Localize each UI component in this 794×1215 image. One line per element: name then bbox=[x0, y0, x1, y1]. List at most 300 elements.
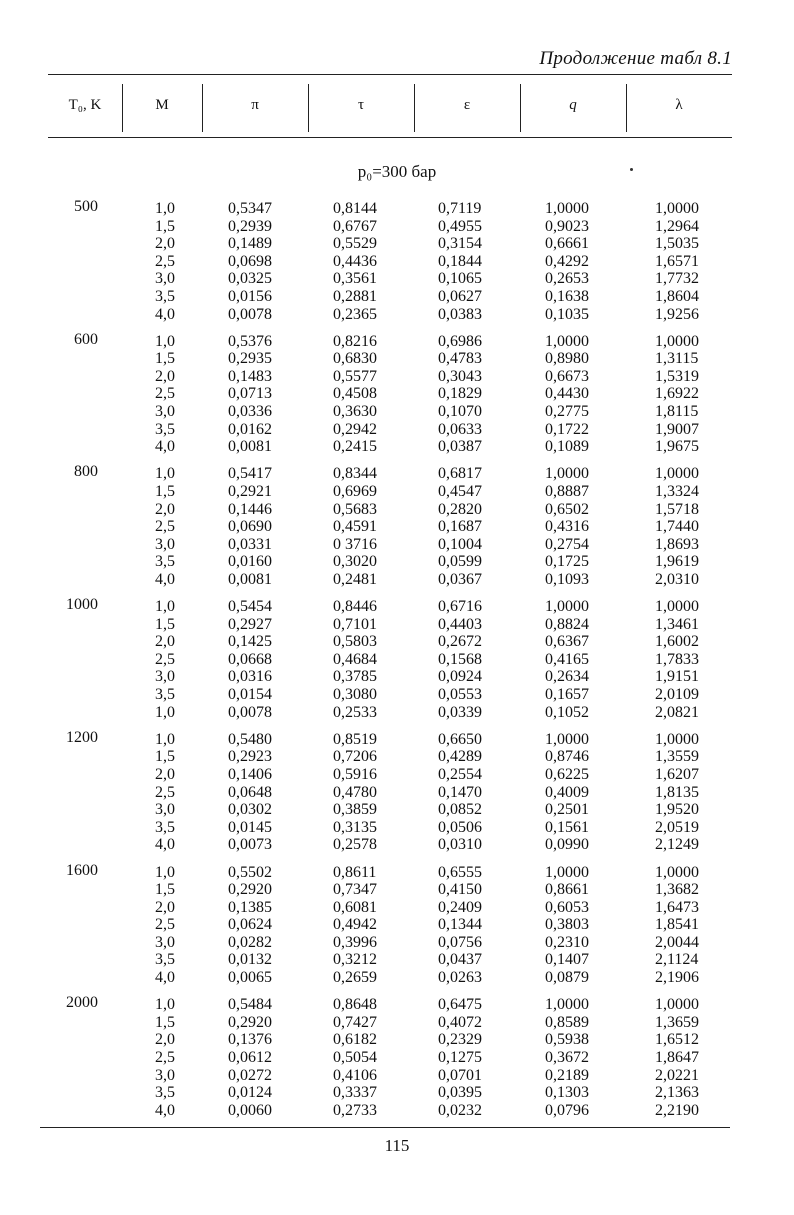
q-cell: 0,1303 bbox=[545, 1084, 589, 1102]
eps-cell: 0,4403 bbox=[438, 615, 482, 633]
eps-column bbox=[438, 864, 494, 987]
eps-cell: 0,1275 bbox=[438, 1048, 482, 1066]
mach-cell: 2,0 bbox=[155, 367, 175, 385]
mach-cell: 1,0 bbox=[155, 598, 175, 616]
q-cell: 1,0000 bbox=[545, 332, 589, 350]
temperature-label: 2000 bbox=[66, 994, 98, 1012]
q-cell: 0,8746 bbox=[545, 748, 589, 766]
tau-cell: 0,3212 bbox=[333, 951, 377, 969]
tau-cell: 0,3630 bbox=[333, 403, 377, 421]
mach-cell: 4,0 bbox=[155, 305, 175, 323]
q-cell: 0,6673 bbox=[545, 367, 589, 385]
tau-cell: 0,2533 bbox=[333, 703, 377, 721]
header-lambda: λ bbox=[675, 96, 683, 113]
mach-cell: 3,0 bbox=[155, 1066, 175, 1084]
mach-cell: 1,0 bbox=[155, 863, 175, 881]
q-cell: 0,8661 bbox=[545, 881, 589, 899]
eps-cell: 0,4547 bbox=[438, 482, 482, 500]
eps-cell: 0,1070 bbox=[438, 403, 482, 421]
eps-column bbox=[438, 465, 494, 588]
tau-cell: 0 3716 bbox=[333, 535, 377, 553]
eps-cell: 0,0756 bbox=[438, 933, 482, 951]
mach-column bbox=[150, 200, 180, 323]
q-cell: 1,0000 bbox=[545, 465, 589, 483]
table-bottom-rule bbox=[40, 1127, 730, 1128]
q-cell: 0,1722 bbox=[545, 420, 589, 438]
pi-column bbox=[228, 200, 284, 323]
q-cell: 0,4009 bbox=[545, 783, 589, 801]
pi-cell: 0,1483 bbox=[228, 367, 272, 385]
mach-column bbox=[150, 996, 180, 1119]
header-eps: ε bbox=[463, 96, 471, 113]
eps-cell: 0,1004 bbox=[438, 535, 482, 553]
header-tau: τ bbox=[357, 96, 365, 113]
lambda-cell: 1,6002 bbox=[655, 633, 699, 651]
lambda-cell: 2,2190 bbox=[655, 1101, 699, 1119]
mach-cell: 2,0 bbox=[155, 235, 175, 253]
tau-cell: 0,7206 bbox=[333, 748, 377, 766]
tau-cell: 0,2365 bbox=[333, 305, 377, 323]
pi-cell: 0,0302 bbox=[228, 801, 272, 819]
pi-cell: 0,0325 bbox=[228, 270, 272, 288]
tau-cell: 0,4942 bbox=[333, 916, 377, 934]
q-cell: 0,2310 bbox=[545, 933, 589, 951]
pi-cell: 0,0073 bbox=[228, 836, 272, 854]
lambda-cell: 1,8541 bbox=[655, 916, 699, 934]
q-column bbox=[545, 465, 601, 588]
eps-cell: 0,6555 bbox=[438, 863, 482, 881]
tau-cell: 0,6969 bbox=[333, 482, 377, 500]
tau-cell: 0,5054 bbox=[333, 1048, 377, 1066]
eps-cell: 0,0852 bbox=[438, 801, 482, 819]
q-cell: 0,6225 bbox=[545, 765, 589, 783]
lambda-cell: 1,8135 bbox=[655, 783, 699, 801]
pi-cell: 0,2920 bbox=[228, 881, 272, 899]
eps-cell: 0,0383 bbox=[438, 305, 482, 323]
eps-column bbox=[438, 598, 494, 721]
pi-cell: 0,0282 bbox=[228, 933, 272, 951]
mach-column bbox=[150, 333, 180, 456]
lambda-cell: 2,0310 bbox=[655, 570, 699, 588]
pi-cell: 0,0154 bbox=[228, 686, 272, 704]
header-q: q bbox=[569, 96, 577, 113]
tau-cell: 0,4591 bbox=[333, 518, 377, 536]
mach-cell: 3,0 bbox=[155, 403, 175, 421]
mach-cell: 4,0 bbox=[155, 1101, 175, 1119]
q-column bbox=[545, 731, 601, 854]
mach-cell: 2,5 bbox=[155, 1048, 175, 1066]
lambda-cell: 2,1249 bbox=[655, 836, 699, 854]
q-cell: 0,8824 bbox=[545, 615, 589, 633]
lambda-cell: 1,0000 bbox=[655, 863, 699, 881]
pi-cell: 0,2921 bbox=[228, 482, 272, 500]
q-cell: 1,0000 bbox=[545, 863, 589, 881]
eps-cell: 0,0633 bbox=[438, 420, 482, 438]
pi-cell: 0,5454 bbox=[228, 598, 272, 616]
pi-cell: 0,1446 bbox=[228, 500, 272, 518]
pi-cell: 0,5484 bbox=[228, 996, 272, 1014]
q-cell: 0,1093 bbox=[545, 570, 589, 588]
mach-column bbox=[150, 465, 180, 588]
lambda-cell: 1,3115 bbox=[655, 350, 699, 368]
eps-column bbox=[438, 731, 494, 854]
mach-cell: 3,0 bbox=[155, 535, 175, 553]
lambda-cell: 1,0000 bbox=[655, 996, 699, 1014]
q-cell: 0,1052 bbox=[545, 703, 589, 721]
pi-cell: 0,0160 bbox=[228, 553, 272, 571]
lambda-cell: 1,0000 bbox=[655, 200, 699, 217]
lambda-cell: 2,0109 bbox=[655, 686, 699, 704]
pi-cell: 0,0713 bbox=[228, 385, 272, 403]
tau-cell: 0,8344 bbox=[333, 465, 377, 483]
tau-cell: 0,4508 bbox=[333, 385, 377, 403]
q-cell: 0,1561 bbox=[545, 818, 589, 836]
table-top-rule bbox=[48, 74, 732, 75]
q-cell: 0,6053 bbox=[545, 898, 589, 916]
tau-cell: 0,8611 bbox=[333, 863, 377, 881]
eps-cell: 0,0339 bbox=[438, 703, 482, 721]
eps-cell: 0,0924 bbox=[438, 668, 482, 686]
pi-cell: 0,5376 bbox=[228, 332, 272, 350]
tau-column bbox=[333, 731, 389, 854]
mach-cell: 3,0 bbox=[155, 933, 175, 951]
tau-cell: 0,6830 bbox=[333, 350, 377, 368]
lambda-cell: 1,3559 bbox=[655, 748, 699, 766]
tau-cell: 0,8216 bbox=[333, 332, 377, 350]
mach-cell: 3,5 bbox=[155, 1084, 175, 1102]
eps-cell: 0,1065 bbox=[438, 270, 482, 288]
print-speck bbox=[630, 168, 633, 171]
mach-cell: 2,5 bbox=[155, 252, 175, 270]
q-cell: 0,1638 bbox=[545, 287, 589, 305]
eps-cell: 0,1844 bbox=[438, 252, 482, 270]
lambda-cell: 1,5035 bbox=[655, 235, 699, 253]
pi-cell: 0,0124 bbox=[228, 1084, 272, 1102]
q-cell: 0,2775 bbox=[545, 403, 589, 421]
pi-cell: 0,5480 bbox=[228, 730, 272, 748]
mach-cell: 2,5 bbox=[155, 650, 175, 668]
pi-cell: 0,0081 bbox=[228, 570, 272, 588]
lambda-cell: 2,1363 bbox=[655, 1084, 699, 1102]
q-cell: 1,0000 bbox=[545, 730, 589, 748]
eps-cell: 0,2329 bbox=[438, 1031, 482, 1049]
lambda-cell: 1,6571 bbox=[655, 252, 699, 270]
tau-cell: 0,5683 bbox=[333, 500, 377, 518]
tau-column bbox=[333, 864, 389, 987]
mach-cell: 2,0 bbox=[155, 765, 175, 783]
mach-cell: 3,0 bbox=[155, 270, 175, 288]
pi-cell: 0,2939 bbox=[228, 217, 272, 235]
lambda-cell: 1,6473 bbox=[655, 898, 699, 916]
mach-column bbox=[150, 731, 180, 854]
mach-cell: 4,0 bbox=[155, 438, 175, 456]
q-column bbox=[545, 200, 601, 323]
lambda-cell: 2,0221 bbox=[655, 1066, 699, 1084]
eps-cell: 0,2409 bbox=[438, 898, 482, 916]
mach-cell: 3,0 bbox=[155, 801, 175, 819]
lambda-cell: 2,1124 bbox=[655, 951, 699, 969]
eps-cell: 0,0263 bbox=[438, 969, 482, 987]
mach-cell: 3,5 bbox=[155, 951, 175, 969]
pi-cell: 0,0612 bbox=[228, 1048, 272, 1066]
q-cell: 0,0796 bbox=[545, 1101, 589, 1119]
page-number: 115 bbox=[384, 1136, 410, 1155]
lambda-cell: 1,9619 bbox=[655, 553, 699, 571]
tau-column bbox=[333, 996, 389, 1119]
q-cell: 0,6367 bbox=[545, 633, 589, 651]
mach-cell: 1,5 bbox=[155, 350, 175, 368]
lambda-column bbox=[655, 200, 711, 323]
lambda-cell: 1,3324 bbox=[655, 482, 699, 500]
tau-cell: 0,4106 bbox=[333, 1066, 377, 1084]
pi-cell: 0,1406 bbox=[228, 765, 272, 783]
lambda-cell: 2,1906 bbox=[655, 969, 699, 987]
eps-cell: 0,6716 bbox=[438, 598, 482, 616]
mach-cell: 2,0 bbox=[155, 898, 175, 916]
lambda-cell: 1,6512 bbox=[655, 1031, 699, 1049]
temperature-label: 1000 bbox=[66, 596, 98, 614]
pi-cell: 0,1489 bbox=[228, 235, 272, 253]
q-cell: 0,0879 bbox=[545, 969, 589, 987]
lambda-column bbox=[655, 996, 711, 1119]
tau-cell: 0,6767 bbox=[333, 217, 377, 235]
lambda-cell: 1,6207 bbox=[655, 765, 699, 783]
tau-cell: 0,3080 bbox=[333, 686, 377, 704]
pi-cell: 0,0156 bbox=[228, 287, 272, 305]
lambda-column bbox=[655, 731, 711, 854]
lambda-cell: 1,9007 bbox=[655, 420, 699, 438]
tau-cell: 0,3337 bbox=[333, 1084, 377, 1102]
lambda-cell: 1,0000 bbox=[655, 598, 699, 616]
pi-cell: 0,0162 bbox=[228, 420, 272, 438]
q-cell: 0,2653 bbox=[545, 270, 589, 288]
tau-cell: 0,5577 bbox=[333, 367, 377, 385]
q-cell: 0,1407 bbox=[545, 951, 589, 969]
tau-cell: 0,2881 bbox=[333, 287, 377, 305]
pi-column bbox=[228, 731, 284, 854]
tau-column bbox=[333, 598, 389, 721]
q-cell: 0,8980 bbox=[545, 350, 589, 368]
tau-cell: 0,2733 bbox=[333, 1101, 377, 1119]
eps-cell: 0,2672 bbox=[438, 633, 482, 651]
lambda-cell: 2,0821 bbox=[655, 703, 699, 721]
pi-column bbox=[228, 465, 284, 588]
mach-cell: 3,5 bbox=[155, 686, 175, 704]
table-header-rule bbox=[48, 137, 732, 138]
tau-cell: 0,7427 bbox=[333, 1013, 377, 1031]
q-cell: 1,0000 bbox=[545, 200, 589, 217]
pi-cell: 0,2920 bbox=[228, 1013, 272, 1031]
pi-cell: 0,0316 bbox=[228, 668, 272, 686]
eps-cell: 0,3043 bbox=[438, 367, 482, 385]
tau-column bbox=[333, 333, 389, 456]
lambda-cell: 1,3461 bbox=[655, 615, 699, 633]
mach-cell: 4,0 bbox=[155, 570, 175, 588]
tau-cell: 0,3020 bbox=[333, 553, 377, 571]
eps-cell: 0,0310 bbox=[438, 836, 482, 854]
q-cell: 1,0000 bbox=[545, 996, 589, 1014]
lambda-cell: 1,9151 bbox=[655, 668, 699, 686]
pi-cell: 0,1425 bbox=[228, 633, 272, 651]
lambda-column bbox=[655, 598, 711, 721]
tau-cell: 0,3135 bbox=[333, 818, 377, 836]
tau-cell: 0,3859 bbox=[333, 801, 377, 819]
eps-cell: 0,6986 bbox=[438, 332, 482, 350]
eps-cell: 0,0701 bbox=[438, 1066, 482, 1084]
lambda-cell: 1,0000 bbox=[655, 730, 699, 748]
q-cell: 0,5938 bbox=[545, 1031, 589, 1049]
tau-cell: 0,4684 bbox=[333, 650, 377, 668]
tau-cell: 0,5803 bbox=[333, 633, 377, 651]
lambda-cell: 1,8647 bbox=[655, 1048, 699, 1066]
eps-cell: 0,1687 bbox=[438, 518, 482, 536]
mach-cell: 1,5 bbox=[155, 748, 175, 766]
pi-cell: 0,0668 bbox=[228, 650, 272, 668]
header-pi: π bbox=[251, 96, 259, 113]
mach-cell: 2,0 bbox=[155, 500, 175, 518]
pi-column bbox=[228, 598, 284, 721]
mach-cell: 3,5 bbox=[155, 420, 175, 438]
pi-cell: 0,1385 bbox=[228, 898, 272, 916]
eps-cell: 0,2820 bbox=[438, 500, 482, 518]
mach-cell: 2,0 bbox=[155, 1031, 175, 1049]
mach-column bbox=[150, 598, 180, 721]
eps-cell: 0,1568 bbox=[438, 650, 482, 668]
lambda-column bbox=[655, 465, 711, 588]
eps-cell: 0,4955 bbox=[438, 217, 482, 235]
header-m: M bbox=[155, 96, 169, 113]
eps-cell: 0,0627 bbox=[438, 287, 482, 305]
pi-cell: 0,0078 bbox=[228, 305, 272, 323]
pi-cell: 0,0331 bbox=[228, 535, 272, 553]
mach-cell: 1,0 bbox=[155, 465, 175, 483]
pi-cell: 0,0060 bbox=[228, 1101, 272, 1119]
mach-column bbox=[150, 864, 180, 987]
mach-cell: 3,5 bbox=[155, 287, 175, 305]
tau-cell: 0,4436 bbox=[333, 252, 377, 270]
pi-cell: 0,5347 bbox=[228, 200, 272, 217]
pi-cell: 0,0081 bbox=[228, 438, 272, 456]
tau-cell: 0,3785 bbox=[333, 668, 377, 686]
q-cell: 0,3672 bbox=[545, 1048, 589, 1066]
eps-cell: 0,1829 bbox=[438, 385, 482, 403]
temperature-label: 1200 bbox=[66, 728, 98, 746]
q-cell: 0,4165 bbox=[545, 650, 589, 668]
mach-cell: 4,0 bbox=[155, 836, 175, 854]
mach-cell: 3,5 bbox=[155, 818, 175, 836]
temperature-label: 500 bbox=[74, 198, 98, 215]
pi-cell: 0,2927 bbox=[228, 615, 272, 633]
eps-cell: 0,6650 bbox=[438, 730, 482, 748]
mach-cell: 1,5 bbox=[155, 615, 175, 633]
tau-cell: 0,7101 bbox=[333, 615, 377, 633]
q-cell: 0,2634 bbox=[545, 668, 589, 686]
tau-cell: 0,8446 bbox=[333, 598, 377, 616]
lambda-column bbox=[655, 333, 711, 456]
tau-cell: 0,2481 bbox=[333, 570, 377, 588]
mach-cell: 1,5 bbox=[155, 881, 175, 899]
tau-cell: 0,5529 bbox=[333, 235, 377, 253]
lambda-column bbox=[655, 864, 711, 987]
eps-cell: 0,0395 bbox=[438, 1084, 482, 1102]
header-t0: T₀, K bbox=[68, 96, 102, 113]
q-cell: 0,4316 bbox=[545, 518, 589, 536]
tau-cell: 0,8648 bbox=[333, 996, 377, 1014]
eps-cell: 0,4150 bbox=[438, 881, 482, 899]
table-caption: Продолжение табл 8.1 bbox=[539, 48, 732, 69]
tau-column bbox=[333, 465, 389, 588]
mach-cell: 2,5 bbox=[155, 916, 175, 934]
eps-column bbox=[438, 333, 494, 456]
mach-cell: 1,0 bbox=[155, 332, 175, 350]
tau-cell: 0,5916 bbox=[333, 765, 377, 783]
lambda-cell: 1,2964 bbox=[655, 217, 699, 235]
q-cell: 0,1725 bbox=[545, 553, 589, 571]
pi-cell: 0,5502 bbox=[228, 863, 272, 881]
q-cell: 0,1657 bbox=[545, 686, 589, 704]
tau-cell: 0,8144 bbox=[333, 200, 377, 217]
mach-cell: 1,0 bbox=[155, 730, 175, 748]
tau-cell: 0,7347 bbox=[333, 881, 377, 899]
tau-cell: 0,2659 bbox=[333, 969, 377, 987]
pi-cell: 0,5417 bbox=[228, 465, 272, 483]
tau-cell: 0,3996 bbox=[333, 933, 377, 951]
tau-cell: 0,4780 bbox=[333, 783, 377, 801]
lambda-cell: 1,8604 bbox=[655, 287, 699, 305]
eps-cell: 0,0387 bbox=[438, 438, 482, 456]
q-cell: 0,6661 bbox=[545, 235, 589, 253]
q-cell: 0,1089 bbox=[545, 438, 589, 456]
eps-cell: 0,0599 bbox=[438, 553, 482, 571]
mach-cell: 2,5 bbox=[155, 783, 175, 801]
q-cell: 0,4430 bbox=[545, 385, 589, 403]
lambda-cell: 2,0519 bbox=[655, 818, 699, 836]
tau-cell: 0,2578 bbox=[333, 836, 377, 854]
pi-cell: 0,0078 bbox=[228, 703, 272, 721]
eps-cell: 0,0506 bbox=[438, 818, 482, 836]
tau-cell: 0,6182 bbox=[333, 1031, 377, 1049]
pi-cell: 0,0272 bbox=[228, 1066, 272, 1084]
lambda-cell: 1,3682 bbox=[655, 881, 699, 899]
lambda-cell: 1,5718 bbox=[655, 500, 699, 518]
eps-cell: 0,6817 bbox=[438, 465, 482, 483]
tau-cell: 0,6081 bbox=[333, 898, 377, 916]
eps-cell: 0,0367 bbox=[438, 570, 482, 588]
eps-cell: 0,4072 bbox=[438, 1013, 482, 1031]
eps-cell: 0,0553 bbox=[438, 686, 482, 704]
mach-cell: 2,5 bbox=[155, 385, 175, 403]
tau-cell: 0,2942 bbox=[333, 420, 377, 438]
mach-cell: 1,0 bbox=[155, 703, 175, 721]
lambda-cell: 1,7440 bbox=[655, 518, 699, 536]
q-cell: 0,3803 bbox=[545, 916, 589, 934]
q-column bbox=[545, 598, 601, 721]
q-cell: 0,9023 bbox=[545, 217, 589, 235]
lambda-cell: 1,9256 bbox=[655, 305, 699, 323]
temperature-label: 600 bbox=[74, 330, 98, 348]
lambda-cell: 1,7732 bbox=[655, 270, 699, 288]
mach-cell: 1,5 bbox=[155, 217, 175, 235]
eps-cell: 0,4783 bbox=[438, 350, 482, 368]
pi-cell: 0,0624 bbox=[228, 916, 272, 934]
mach-cell: 2,5 bbox=[155, 518, 175, 536]
pi-cell: 0,0132 bbox=[228, 951, 272, 969]
q-column bbox=[545, 333, 601, 456]
lambda-cell: 2,0044 bbox=[655, 933, 699, 951]
q-cell: 0,8589 bbox=[545, 1013, 589, 1031]
eps-column bbox=[438, 996, 494, 1119]
eps-column bbox=[438, 200, 494, 323]
